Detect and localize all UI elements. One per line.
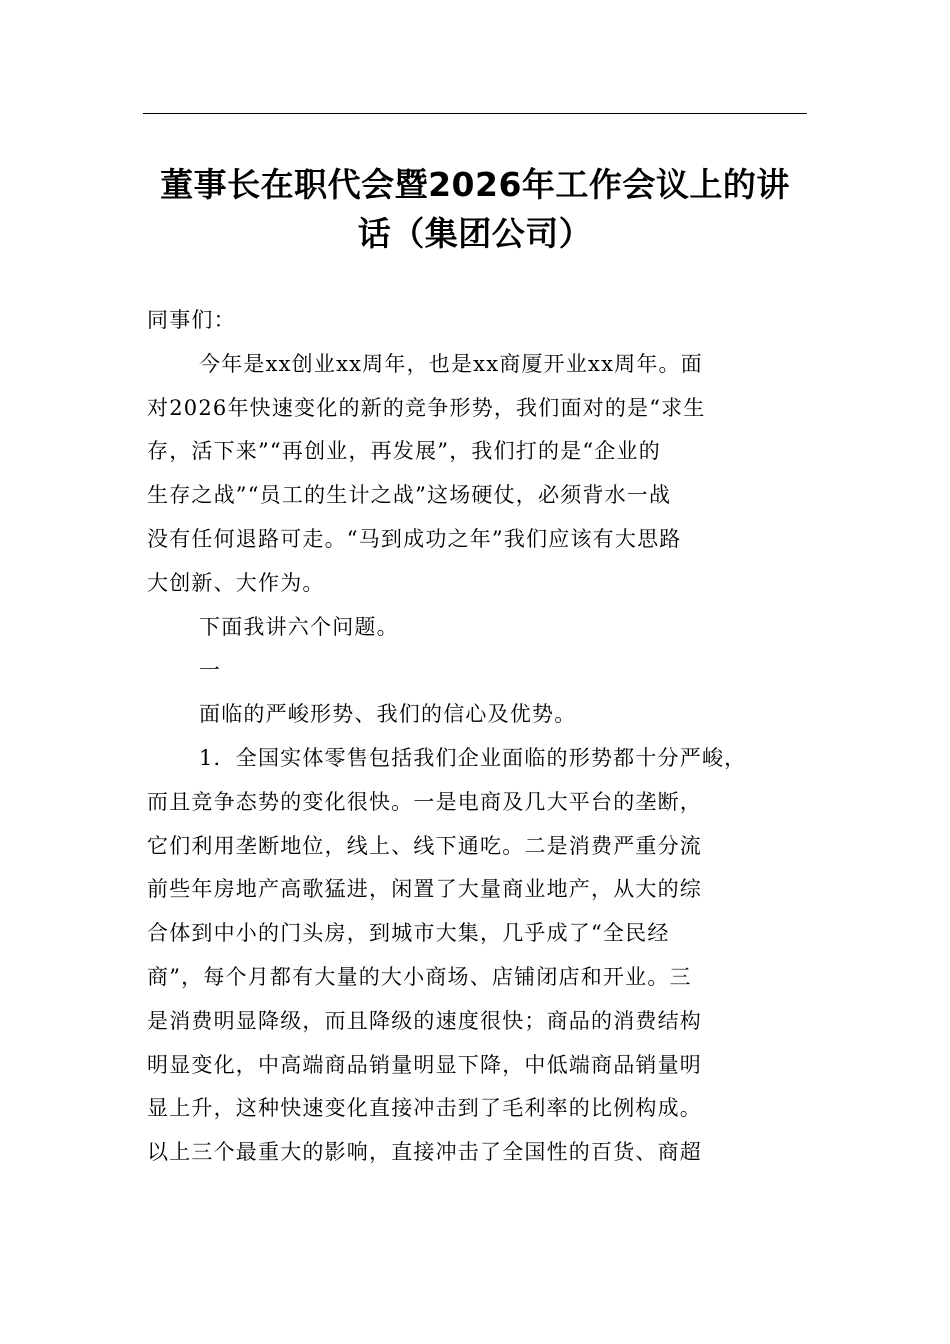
paragraph-line: 商”，每个月都有大量的大小商场、店铺闭店和开业。三 <box>147 964 692 989</box>
paragraph-line: 是消费明显降级，而且降级的速度很快；商品的消费结构 <box>147 1008 702 1033</box>
section-heading: 面临的严峻形势、我们的信心及优势。 <box>199 702 577 727</box>
paragraph-line: 前些年房地产高歌猛进，闲置了大量商业地产，从大的综 <box>147 877 702 902</box>
paragraph-line: 明显变化，中高端商品销量明显下降，中低端商品销量明 <box>147 1052 702 1077</box>
paragraph-line: 合体到中小的门头房，到城市大集，几乎成了“全民经 <box>147 921 670 946</box>
paragraph-line: 显上升，这种快速变化直接冲击到了毛利率的比例构成。 <box>147 1096 702 1121</box>
header-rule <box>143 113 807 114</box>
paragraph-line: 存，活下来”“再创业，再发展”，我们打的是“企业的 <box>147 439 661 464</box>
paragraph-line: 对2026年快速变化的新的竞争形势，我们面对的是“求生 <box>147 395 706 420</box>
paragraph-line: 而且竞争态势的变化很快。一是电商及几大平台的垄断， <box>147 789 702 814</box>
document-body <box>147 299 807 1175</box>
title-line-2: 话（集团公司） <box>357 214 593 253</box>
salutation: 同事们： <box>147 308 236 332</box>
paragraph-line: 没有任何退路可走。“马到成功之年”我们应该有大思路 <box>147 526 682 551</box>
section-number: 一 <box>199 658 222 683</box>
paragraph-line: 1．全国实体零售包括我们企业面临的形势都十分严峻， <box>199 745 747 770</box>
paragraph-line: 它们利用垄断地位，线上、线下通吃。二是消费严重分流 <box>147 833 702 858</box>
title-line-1: 董事长在职代会暨2026年工作会议上的讲 <box>160 165 790 204</box>
paragraph-line: 下面我讲六个问题。 <box>199 614 399 639</box>
paragraph-line: 大创新、大作为。 <box>147 570 325 595</box>
paragraph-line: 生存之战”“员工的生计之战”这场硬仗，必须背水一战 <box>147 483 672 508</box>
paragraph-line: 以上三个最重大的影响，直接冲击了全国性的百货、商超 <box>147 1140 702 1165</box>
paragraph-line: 今年是xx创业xx周年，也是xx商厦开业xx周年。面 <box>199 351 703 376</box>
document-title <box>143 160 807 258</box>
